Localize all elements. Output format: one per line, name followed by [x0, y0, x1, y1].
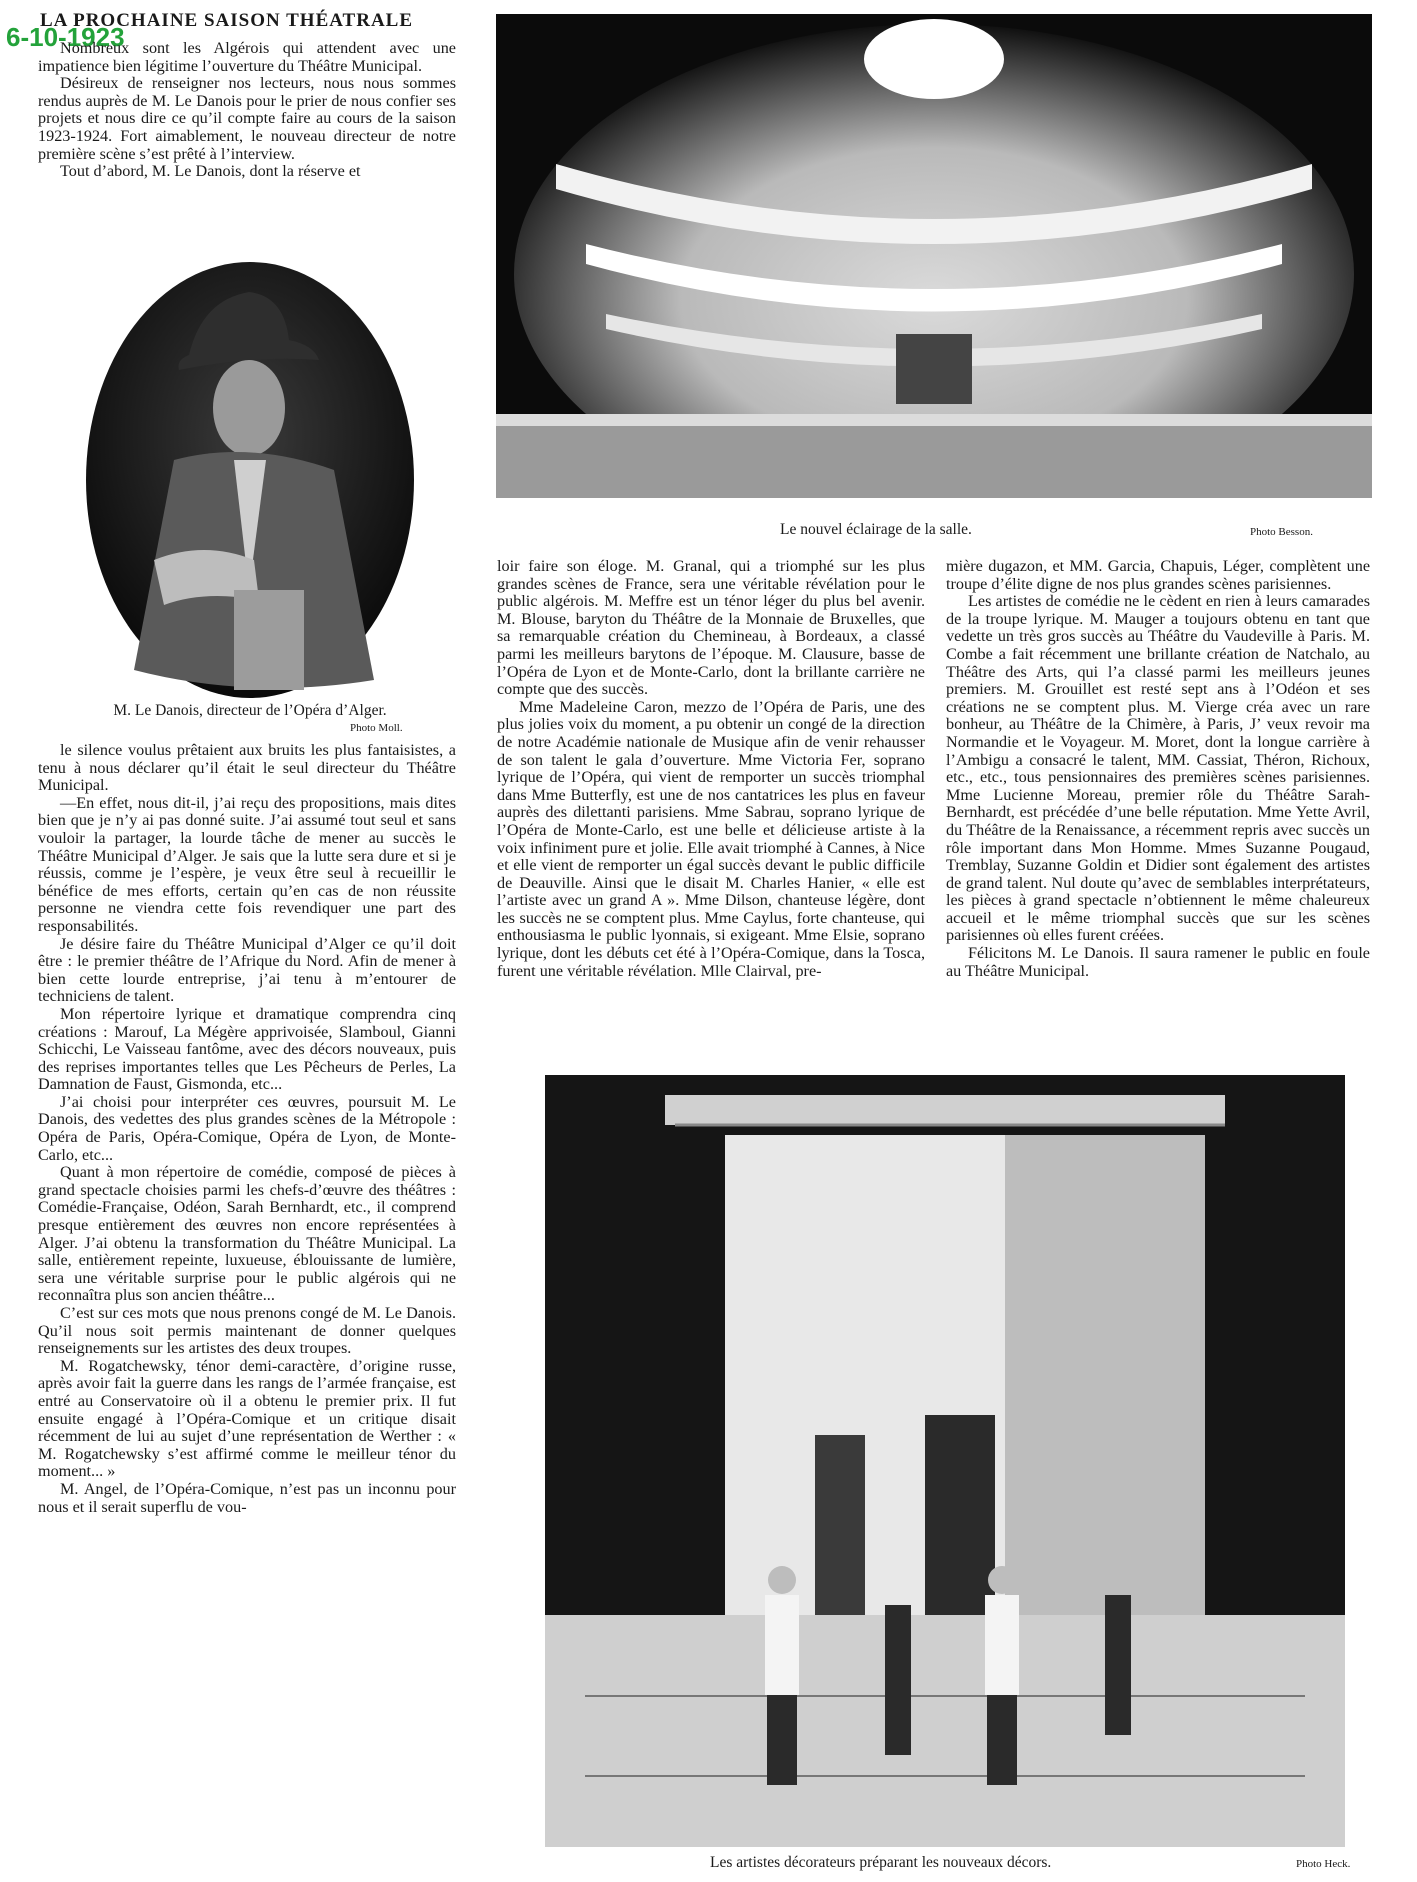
col1-paragraph: Mon répertoire lyrique et dramatique comprendra cinq créations : Marouf, La Mégère apprivoisée, Slamboul, Gianni Schicchi, Le Vaisseau fantôme, avec des décors nouveaux, puis des reprises importantes telles que Les Pêcheurs de Perles, La Damnation de Faust, Gismonda, etc... [38, 1004, 456, 1094]
col2-paragraph: Mme Madeleine Caron, mezzo de l’Opéra de Paris, une des plus jolies voix du moment, a pu obtenir un congé de la direction de notre Académie nationale de Musique afin de venir rehausser de son talent le gala d’ouverture. Mme Victoria Fer, soprano lyrique de l’Opéra, qui vient de remporter un succès triomphal dans Mme Butterfly, est une de nos cantatrices les plus en faveur auprès des dilettanti parisiens. Mme Sabrau, soprano lyrique de l’Opéra de Monte-Carlo, est une belle et délicieuse artiste à la voix infiniment pure et jolie. Elle avait triomphé à Cannes, à Nice et elle vient de remporter un égal succès devant le public difficile de Deauville. Ainsi que le disait M. Charles Hanier, « elle est l’artiste avec un grand A ». Mme Dilson, chanteuse légère, dont les succès ne se comptent plus. Mme Caylus, forte chanteuse, qui enthousiasma le public lyonnais, si exigeant. Mme Elsie, soprano lyrique, dont les débuts cet été à l’Opéra-Comique, dans la Tosca, furent une véritable révélation. Mlle Clairval, pre- [497, 697, 925, 980]
intro-text [38, 40, 456, 181]
column-2 [497, 558, 925, 980]
column-3 [946, 558, 1370, 980]
portrait-caption: M. Le Danois, directeur de l’Opéra d’Alger. [113, 702, 387, 719]
date-stamp: 6-10-1923 [6, 22, 125, 52]
intro-paragraph: Tout d’abord, M. Le Danois, dont la réserve et [60, 162, 361, 181]
hall-credit: Photo Besson. [1250, 526, 1313, 538]
col1-paragraph: M. Rogatchewsky, ténor demi-caractère, d’origine russe, après avoir fait la guerre dans les rangs de l’armée française, est entré au Conservatoire où il a obtenu le premier prix. Il fut ensuite engagé à l’Opéra-Comique et un critique disait récemment de lui au sujet d’une représentation de Werther : « M. Rogatchewsky s’est affirmé comme le meilleur ténor du moment... » [38, 1356, 456, 1481]
headline: LA PROCHAINE SAISON THÉATRALE [40, 10, 414, 31]
intro-paragraph: Nombreux sont les Algérois qui attendent avec une impatience bien légitime l’ouverture du Théâtre Municipal. [38, 39, 456, 75]
col3-paragraph: mière dugazon, et MM. Garcia, Chapuis, Léger, complètent une troupe d’élite digne de nos plus grandes scènes parisiennes. [946, 557, 1370, 593]
col1-paragraph: —En effet, nous dit-il, j’ai reçu des propositions, mais dites bien que je n’y ai pas donné suite. J’ai assumé tout seul et sans vouloir la partager, la lourde tâche de mener au succès le Théâtre Municipal d’Alger. Je sais que la lutte sera dure et si je réussis, comme je l’espère, je veux être seul à recueillir le bénéfice de mes efforts, certain qu’en cas de non réussite personne ne viendra cette fois revendiquer une part des responsabilités. [38, 793, 456, 935]
column-1 [38, 742, 456, 1516]
col1-paragraph: J’ai choisi pour interpréter ces œuvres, poursuit M. Le Danois, des vedettes des plus grandes scènes de la Métropole : Opéra de Paris, Opéra-Comique, Opéra de Lyon, de Monte-Carlo, etc... [38, 1092, 456, 1164]
face-shape [213, 360, 285, 456]
col1-paragraph: Quant à mon répertoire de comédie, composé de pièces à grand spectacle choisies parmi les chefs-d’œuvre des théâtres : Comédie-Française, Odéon, Sarah Bernhardt, etc., il comprend presque entièrement des œuvres non encore représentées à Alger. J’ai obtenu la transformation du Théâtre Municipal. La salle, entièrement repeinte, luxueuse, éblouissante de lumière, sera une véritable surprise pour le public algérois qui ne reconnaîtra plus son ancien théâtre... [38, 1163, 456, 1305]
chandelier-shape [864, 19, 1004, 99]
intro-paragraph: Désireux de renseigner nos lecteurs, nous nous sommes rendus auprès de M. Le Danois pour le prier de nous confier ses projets et nous dire ce qu’il compte faire au cours de la saison 1923-1924. Fort aimablement, le nouveau directeur de notre première scène s’est prêté à l’interview. [38, 74, 456, 163]
hall-caption: Le nouvel éclairage de la salle. [780, 521, 972, 538]
col2-paragraph: loir faire son éloge. M. Granal, qui a triomphé sur les plus grandes scènes de France, sera une véritable révélation pour le public algérois. M. Meffre est un ténor léger du plus bel avenir. M. Blouse, baryton du Théâtre de la Monnaie de Bruxelles, que sa remarquable création du Chemineau, à Bordeaux, a classé parmi les meilleurs barytons de l’époque. M. Clausure, basse de l’Opéra de Lyon et de Monte-Carlo, dont la brillante carrière ne compte que des succès. [497, 557, 925, 699]
portrait-photo [84, 260, 416, 700]
col1-paragraph: M. Angel, de l’Opéra-Comique, n’est pas un inconnu pour nous et il serait superflu de vou- [38, 1479, 456, 1516]
col1-paragraph: le silence voulus prêtaient aux bruits les plus fantaisistes, a tenu à nous déclarer qu’il était le seul directeur du Théâtre Municipal. [38, 741, 456, 795]
decor-caption: Les artistes décorateurs préparant les nouveaux décors. [710, 1854, 1052, 1871]
decor-credit: Photo Heck. [1296, 1858, 1351, 1870]
col1-paragraph: Je désire faire du Théâtre Municipal d’Alger ce qu’il doit être : le premier théâtre de l’Afrique du Nord. Afin de mener à bien cette lourde entreprise, j’ai tenu à m’entourer de techniciens de talent. [38, 934, 456, 1006]
col3-paragraph: Les artistes de comédie ne le cèdent en rien à leurs camarades de la troupe lyrique. M. Mauger a toujours obtenu en tant que vedette un très gros succès au Théâtre du Vaudeville à Paris. M. Combe a fait récemment une brillante création de Natchalo, au Théâtre des Arts, qui l’a classé parmi les meilleurs jeunes premiers. M. Grouillet est resté sept ans à l’Odéon et ses créations ne se comptent plus. M. Vierge créa avec un rare bonheur, au Théâtre de la Chimère, à Paris, J’ veux revoir ma Normandie et le Voyageur. M. Moret, dont la longue carrière à l’Ambigu a consacré le talent, MM. Cassiat, Théron, Richoux, etc., etc., tous pensionnaires des premières scènes parisiennes. Mme Lucienne Moreau, premier rôle du Théâtre Sarah-Bernhardt, est précédée d’une belle réputation. Mme Yette Avril, du Théâtre de la Renaissance, a récemment repris avec succès un rôle important dans Mon Homme. Mmes Suzanne Pougaud, Tremblay, Suzanne Goldin et Didier sont également des artistes de grand talent. Nul doute qu’avec de semblables interprétateurs, les pièces à grand spectacle n’obtiennent le même chaleureux accueil et le même triomphal succès que sur les scènes parisiennes où elles furent créées. [946, 592, 1370, 945]
col1-paragraph: C’est sur ces mots que nous prenons congé de M. Le Danois. Qu’il nous soit permis maintenant de donner quelques renseignements sur les artistes des deux troupes. [38, 1304, 456, 1358]
col3-paragraph: Félicitons M. Le Danois. Il saura ramener le public en foule au Théâtre Municipal. [946, 944, 1370, 980]
hall-photo [496, 14, 1372, 498]
decor-photo [545, 1075, 1345, 1847]
portrait-credit: Photo Moll. [350, 722, 403, 734]
